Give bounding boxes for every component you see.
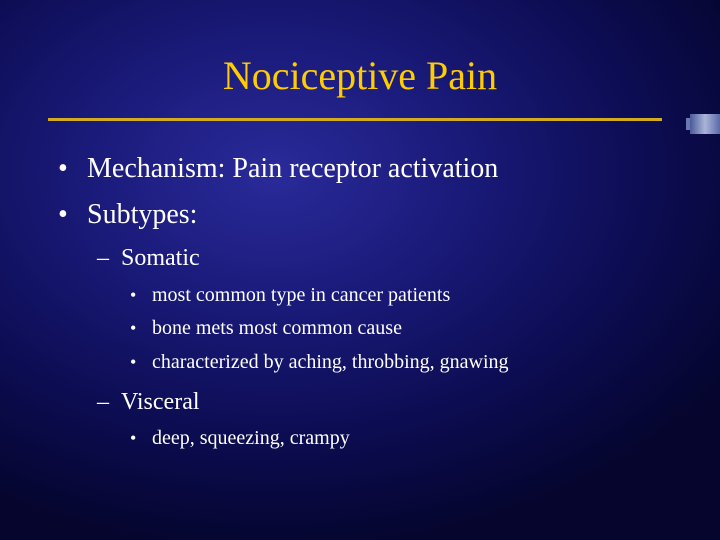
subtype-label: Somatic: [121, 245, 200, 271]
somatic-point: [130, 316, 402, 340]
subtype-visceral: [97, 388, 200, 416]
dash-marker: –: [97, 245, 109, 271]
bullet-marker: •: [130, 428, 137, 448]
bullet-mechanism: [58, 153, 499, 185]
slide-title: Nociceptive Pain: [222, 53, 498, 98]
bullet-marker: •: [58, 199, 68, 230]
point-text: characterized by aching, throbbing, gnawing: [152, 351, 509, 373]
bullet-text: Subtypes:: [87, 199, 198, 230]
visceral-point: [130, 426, 350, 450]
point-text: deep, squeezing, crampy: [152, 427, 350, 449]
point-text: bone mets most common cause: [152, 317, 402, 339]
subtype-label: Visceral: [121, 389, 200, 415]
dash-marker: –: [97, 389, 109, 415]
bullet-text: Mechanism: Pain receptor activation: [87, 153, 499, 184]
somatic-point: [130, 350, 509, 374]
bullet-marker: •: [58, 153, 68, 184]
point-text: most common type in cancer patients: [152, 284, 451, 306]
title-underline: [48, 118, 662, 121]
bullet-marker: •: [130, 318, 137, 338]
somatic-point: [130, 283, 451, 307]
decorative-bar: [690, 114, 720, 134]
subtype-somatic: [97, 244, 200, 272]
bullet-marker: •: [130, 352, 137, 372]
bullet-marker: •: [130, 285, 137, 305]
bullet-subtypes: [58, 199, 198, 231]
